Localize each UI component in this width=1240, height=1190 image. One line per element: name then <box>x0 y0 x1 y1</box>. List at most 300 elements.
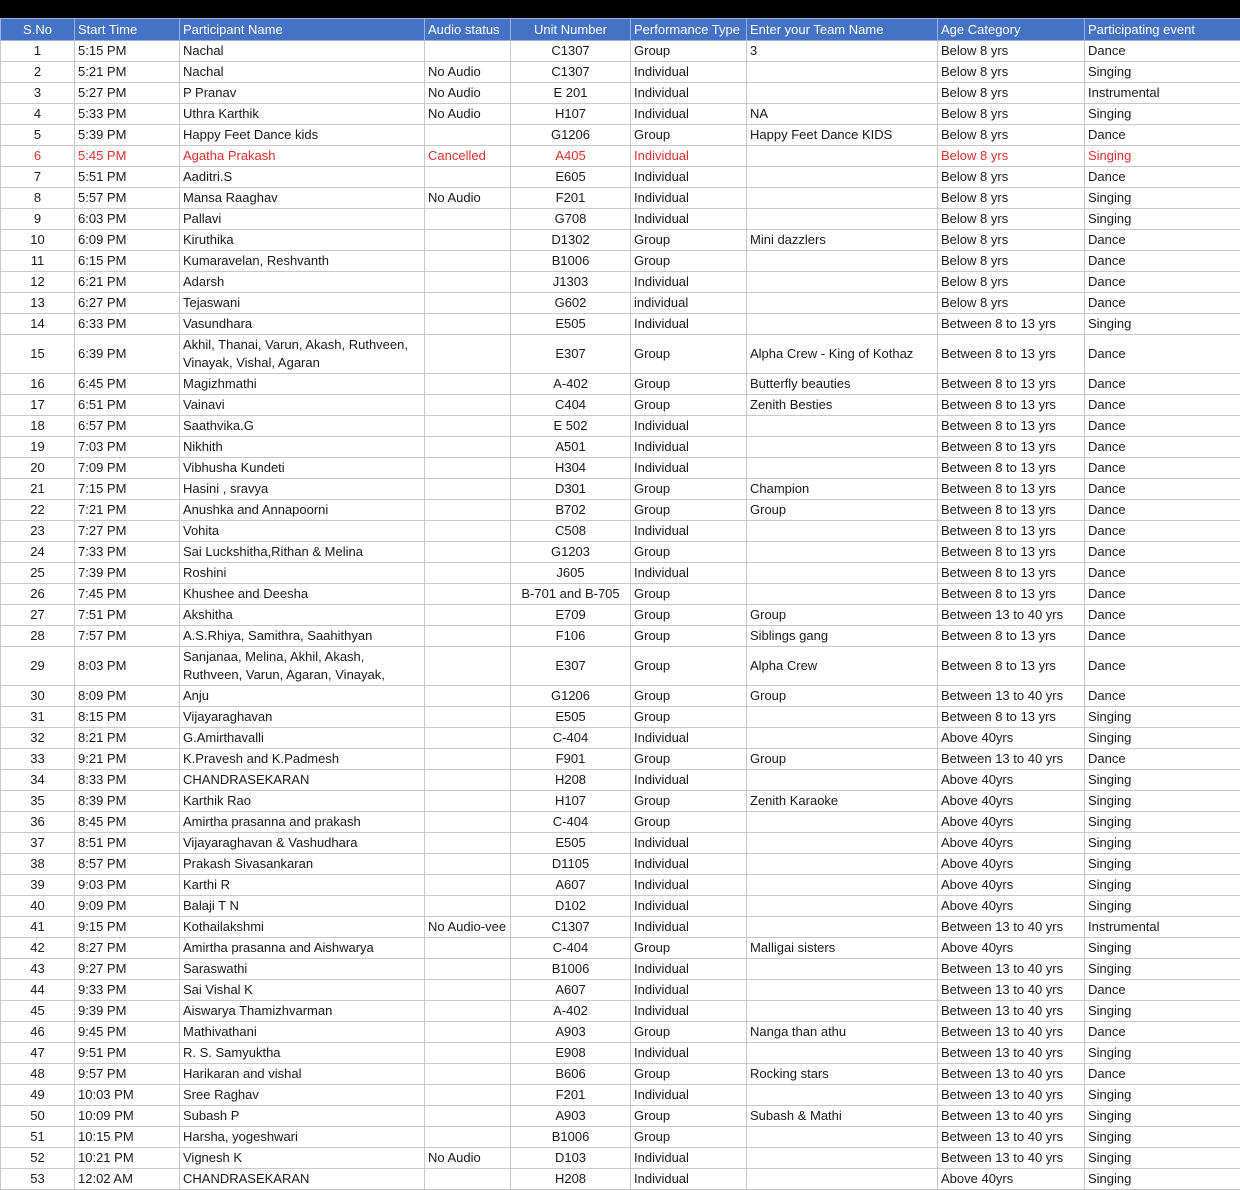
cell-sno[interactable]: 39 <box>1 875 75 896</box>
cell-unit-number[interactable]: H107 <box>511 791 631 812</box>
cell-performance-type[interactable]: Individual <box>631 209 747 230</box>
cell-unit-number[interactable]: H304 <box>511 458 631 479</box>
cell-participant-name[interactable]: Subash P <box>180 1106 425 1127</box>
cell-age-category[interactable]: Above 40yrs <box>938 1169 1085 1190</box>
cell-start-time[interactable]: 7:15 PM <box>75 479 180 500</box>
cell-participant-name[interactable]: Karthik Rao <box>180 791 425 812</box>
cell-participating-event[interactable]: Singing <box>1085 896 1240 917</box>
cell-audio-status[interactable]: No Audio <box>425 83 511 104</box>
cell-participant-name[interactable]: Amirtha prasanna and Aishwarya <box>180 938 425 959</box>
cell-sno[interactable]: 18 <box>1 416 75 437</box>
cell-age-category[interactable]: Above 40yrs <box>938 938 1085 959</box>
cell-unit-number[interactable]: E505 <box>511 833 631 854</box>
cell-unit-number[interactable]: D301 <box>511 479 631 500</box>
cell-unit-number[interactable]: G1206 <box>511 686 631 707</box>
cell-sno[interactable]: 14 <box>1 314 75 335</box>
cell-unit-number[interactable]: B1006 <box>511 251 631 272</box>
cell-participant-name[interactable]: P Pranav <box>180 83 425 104</box>
cell-team-name[interactable]: Mini dazzlers <box>747 230 938 251</box>
cell-participant-name[interactable]: Vignesh K <box>180 1148 425 1169</box>
cell-participating-event[interactable]: Dance <box>1085 647 1240 686</box>
cell-performance-type[interactable]: Individual <box>631 146 747 167</box>
cell-start-time[interactable]: 9:51 PM <box>75 1043 180 1064</box>
cell-participant-name[interactable]: Hasini , sravya <box>180 479 425 500</box>
cell-age-category[interactable]: Between 13 to 40 yrs <box>938 917 1085 938</box>
cell-unit-number[interactable]: G602 <box>511 293 631 314</box>
cell-start-time[interactable]: 8:09 PM <box>75 686 180 707</box>
cell-audio-status[interactable] <box>425 1085 511 1106</box>
cell-unit-number[interactable]: J1303 <box>511 272 631 293</box>
cell-start-time[interactable]: 5:15 PM <box>75 41 180 62</box>
cell-team-name[interactable] <box>747 1169 938 1190</box>
cell-team-name[interactable] <box>747 1148 938 1169</box>
cell-sno[interactable]: 4 <box>1 104 75 125</box>
cell-participant-name[interactable]: Vohita <box>180 521 425 542</box>
cell-sno[interactable]: 48 <box>1 1064 75 1085</box>
cell-audio-status[interactable] <box>425 563 511 584</box>
cell-performance-type[interactable]: Individual <box>631 917 747 938</box>
cell-participant-name[interactable]: Pallavi <box>180 209 425 230</box>
cell-team-name[interactable] <box>747 1127 938 1148</box>
cell-sno[interactable]: 16 <box>1 374 75 395</box>
cell-start-time[interactable]: 6:21 PM <box>75 272 180 293</box>
cell-age-category[interactable]: Below 8 yrs <box>938 167 1085 188</box>
cell-start-time[interactable]: 8:45 PM <box>75 812 180 833</box>
cell-performance-type[interactable]: Individual <box>631 833 747 854</box>
cell-performance-type[interactable]: Group <box>631 1127 747 1148</box>
cell-participating-event[interactable]: Singing <box>1085 104 1240 125</box>
cell-unit-number[interactable]: A903 <box>511 1106 631 1127</box>
cell-age-category[interactable]: Between 13 to 40 yrs <box>938 1148 1085 1169</box>
cell-performance-type[interactable]: Individual <box>631 1148 747 1169</box>
cell-performance-type[interactable]: Individual <box>631 1043 747 1064</box>
cell-participant-name[interactable]: Anju <box>180 686 425 707</box>
cell-start-time[interactable]: 5:27 PM <box>75 83 180 104</box>
cell-audio-status[interactable] <box>425 980 511 1001</box>
cell-participating-event[interactable]: Dance <box>1085 251 1240 272</box>
cell-age-category[interactable]: Between 13 to 40 yrs <box>938 686 1085 707</box>
cell-unit-number[interactable]: A405 <box>511 146 631 167</box>
header-start-time[interactable]: Start Time <box>75 19 180 41</box>
cell-unit-number[interactable]: C1307 <box>511 41 631 62</box>
cell-age-category[interactable]: Between 13 to 40 yrs <box>938 605 1085 626</box>
cell-performance-type[interactable]: Individual <box>631 1169 747 1190</box>
cell-age-category[interactable]: Above 40yrs <box>938 875 1085 896</box>
cell-audio-status[interactable] <box>425 812 511 833</box>
cell-unit-number[interactable]: F201 <box>511 1085 631 1106</box>
cell-unit-number[interactable]: E505 <box>511 707 631 728</box>
cell-sno[interactable]: 41 <box>1 917 75 938</box>
cell-sno[interactable]: 45 <box>1 1001 75 1022</box>
cell-start-time[interactable]: 6:51 PM <box>75 395 180 416</box>
cell-participant-name[interactable]: Akhil, Thanai, Varun, Akash, Ruthveen, Vinayak, Vishal, Agaran <box>180 335 425 374</box>
cell-sno[interactable]: 42 <box>1 938 75 959</box>
cell-participating-event[interactable]: Dance <box>1085 293 1240 314</box>
cell-age-category[interactable]: Below 8 yrs <box>938 293 1085 314</box>
cell-audio-status[interactable] <box>425 749 511 770</box>
cell-team-name[interactable]: Group <box>747 749 938 770</box>
cell-age-category[interactable]: Between 8 to 13 yrs <box>938 563 1085 584</box>
cell-performance-type[interactable]: Individual <box>631 416 747 437</box>
cell-participant-name[interactable]: Agatha Prakash <box>180 146 425 167</box>
cell-sno[interactable]: 5 <box>1 125 75 146</box>
cell-audio-status[interactable] <box>425 293 511 314</box>
cell-team-name[interactable]: Alpha Crew - King of Kothaz <box>747 335 938 374</box>
cell-team-name[interactable]: Champion <box>747 479 938 500</box>
cell-age-category[interactable]: Between 13 to 40 yrs <box>938 1043 1085 1064</box>
cell-sno[interactable]: 37 <box>1 833 75 854</box>
cell-start-time[interactable]: 5:45 PM <box>75 146 180 167</box>
cell-unit-number[interactable]: E307 <box>511 647 631 686</box>
cell-audio-status[interactable]: No Audio <box>425 188 511 209</box>
cell-start-time[interactable]: 7:33 PM <box>75 542 180 563</box>
cell-participant-name[interactable]: Uthra Karthik <box>180 104 425 125</box>
cell-team-name[interactable] <box>747 1043 938 1064</box>
cell-audio-status[interactable] <box>425 1127 511 1148</box>
cell-sno[interactable]: 25 <box>1 563 75 584</box>
cell-start-time[interactable]: 7:39 PM <box>75 563 180 584</box>
cell-age-category[interactable]: Above 40yrs <box>938 770 1085 791</box>
cell-start-time[interactable]: 9:03 PM <box>75 875 180 896</box>
cell-start-time[interactable]: 7:51 PM <box>75 605 180 626</box>
cell-unit-number[interactable]: F201 <box>511 188 631 209</box>
cell-participating-event[interactable]: Singing <box>1085 1001 1240 1022</box>
cell-unit-number[interactable]: E908 <box>511 1043 631 1064</box>
cell-performance-type[interactable]: Group <box>631 374 747 395</box>
cell-unit-number[interactable]: A607 <box>511 980 631 1001</box>
cell-age-category[interactable]: Between 8 to 13 yrs <box>938 395 1085 416</box>
cell-audio-status[interactable] <box>425 686 511 707</box>
cell-start-time[interactable]: 9:39 PM <box>75 1001 180 1022</box>
cell-audio-status[interactable] <box>425 335 511 374</box>
cell-audio-status[interactable] <box>425 728 511 749</box>
cell-participating-event[interactable]: Dance <box>1085 272 1240 293</box>
cell-unit-number[interactable]: A903 <box>511 1022 631 1043</box>
cell-start-time[interactable]: 5:57 PM <box>75 188 180 209</box>
cell-age-category[interactable]: Between 13 to 40 yrs <box>938 1064 1085 1085</box>
cell-performance-type[interactable]: Group <box>631 791 747 812</box>
cell-team-name[interactable] <box>747 167 938 188</box>
cell-participating-event[interactable]: Singing <box>1085 728 1240 749</box>
cell-performance-type[interactable]: Group <box>631 749 747 770</box>
cell-participant-name[interactable]: Aiswarya Thamizhvarman <box>180 1001 425 1022</box>
cell-age-category[interactable]: Between 8 to 13 yrs <box>938 479 1085 500</box>
cell-performance-type[interactable]: Individual <box>631 437 747 458</box>
cell-sno[interactable]: 2 <box>1 62 75 83</box>
cell-participating-event[interactable]: Singing <box>1085 188 1240 209</box>
header-team-name[interactable]: Enter your Team Name <box>747 19 938 41</box>
cell-unit-number[interactable]: A607 <box>511 875 631 896</box>
cell-participating-event[interactable]: Singing <box>1085 1169 1240 1190</box>
cell-participant-name[interactable]: Harikaran and vishal <box>180 1064 425 1085</box>
cell-age-category[interactable]: Between 8 to 13 yrs <box>938 626 1085 647</box>
cell-performance-type[interactable]: Group <box>631 626 747 647</box>
cell-age-category[interactable]: Below 8 yrs <box>938 62 1085 83</box>
cell-team-name[interactable] <box>747 728 938 749</box>
cell-age-category[interactable]: Below 8 yrs <box>938 104 1085 125</box>
cell-start-time[interactable]: 8:03 PM <box>75 647 180 686</box>
cell-participating-event[interactable]: Dance <box>1085 563 1240 584</box>
cell-performance-type[interactable]: Individual <box>631 188 747 209</box>
cell-unit-number[interactable]: A-402 <box>511 374 631 395</box>
cell-performance-type[interactable]: Individual <box>631 875 747 896</box>
cell-audio-status[interactable] <box>425 167 511 188</box>
header-sno[interactable]: S.No <box>1 19 75 41</box>
cell-participating-event[interactable]: Singing <box>1085 1043 1240 1064</box>
cell-participant-name[interactable]: Khushee and Deesha <box>180 584 425 605</box>
cell-start-time[interactable]: 9:33 PM <box>75 980 180 1001</box>
cell-audio-status[interactable] <box>425 416 511 437</box>
cell-sno[interactable]: 19 <box>1 437 75 458</box>
cell-participating-event[interactable]: Dance <box>1085 749 1240 770</box>
cell-performance-type[interactable]: Individual <box>631 1085 747 1106</box>
cell-age-category[interactable]: Between 8 to 13 yrs <box>938 458 1085 479</box>
cell-performance-type[interactable]: Group <box>631 500 747 521</box>
cell-audio-status[interactable] <box>425 479 511 500</box>
cell-sno[interactable]: 10 <box>1 230 75 251</box>
cell-age-category[interactable]: Below 8 yrs <box>938 272 1085 293</box>
cell-unit-number[interactable]: H208 <box>511 770 631 791</box>
cell-team-name[interactable] <box>747 437 938 458</box>
header-audio-status[interactable]: Audio status <box>425 19 511 41</box>
cell-performance-type[interactable]: Group <box>631 479 747 500</box>
cell-performance-type[interactable]: Individual <box>631 314 747 335</box>
cell-participating-event[interactable]: Singing <box>1085 791 1240 812</box>
cell-participating-event[interactable]: Singing <box>1085 770 1240 791</box>
cell-audio-status[interactable] <box>425 314 511 335</box>
cell-start-time[interactable]: 9:57 PM <box>75 1064 180 1085</box>
cell-participant-name[interactable]: Balaji T N <box>180 896 425 917</box>
cell-participating-event[interactable]: Dance <box>1085 41 1240 62</box>
cell-participant-name[interactable]: Anushka and Annapoorni <box>180 500 425 521</box>
cell-performance-type[interactable]: Individual <box>631 272 747 293</box>
cell-start-time[interactable]: 10:21 PM <box>75 1148 180 1169</box>
cell-participant-name[interactable]: Mansa Raaghav <box>180 188 425 209</box>
header-participant-name[interactable]: Participant Name <box>180 19 425 41</box>
cell-participating-event[interactable]: Dance <box>1085 479 1240 500</box>
cell-team-name[interactable]: Malligai sisters <box>747 938 938 959</box>
cell-team-name[interactable]: Group <box>747 686 938 707</box>
cell-performance-type[interactable]: Individual <box>631 896 747 917</box>
cell-audio-status[interactable] <box>425 1106 511 1127</box>
cell-unit-number[interactable]: E709 <box>511 605 631 626</box>
cell-participating-event[interactable]: Dance <box>1085 1064 1240 1085</box>
cell-performance-type[interactable]: Individual <box>631 980 747 1001</box>
cell-sno[interactable]: 1 <box>1 41 75 62</box>
cell-audio-status[interactable] <box>425 1001 511 1022</box>
cell-participating-event[interactable]: Dance <box>1085 374 1240 395</box>
cell-performance-type[interactable]: Group <box>631 542 747 563</box>
cell-sno[interactable]: 30 <box>1 686 75 707</box>
cell-audio-status[interactable] <box>425 707 511 728</box>
cell-audio-status[interactable] <box>425 521 511 542</box>
cell-audio-status[interactable] <box>425 374 511 395</box>
cell-sno[interactable]: 21 <box>1 479 75 500</box>
cell-team-name[interactable] <box>747 917 938 938</box>
cell-sno[interactable]: 23 <box>1 521 75 542</box>
cell-participating-event[interactable]: Dance <box>1085 605 1240 626</box>
cell-audio-status[interactable] <box>425 209 511 230</box>
cell-participating-event[interactable]: Singing <box>1085 1085 1240 1106</box>
cell-audio-status[interactable] <box>425 626 511 647</box>
cell-audio-status[interactable] <box>425 125 511 146</box>
cell-sno[interactable]: 28 <box>1 626 75 647</box>
cell-unit-number[interactable]: D1302 <box>511 230 631 251</box>
cell-audio-status[interactable]: No Audio-vee <box>425 917 511 938</box>
cell-team-name[interactable] <box>747 875 938 896</box>
cell-sno[interactable]: 9 <box>1 209 75 230</box>
cell-age-category[interactable]: Between 8 to 13 yrs <box>938 335 1085 374</box>
cell-participant-name[interactable]: Vijayaraghavan <box>180 707 425 728</box>
cell-performance-type[interactable]: Individual <box>631 728 747 749</box>
cell-participant-name[interactable]: Vijayaraghavan & Vashudhara <box>180 833 425 854</box>
cell-team-name[interactable]: Happy Feet Dance KIDS <box>747 125 938 146</box>
cell-sno[interactable]: 13 <box>1 293 75 314</box>
cell-performance-type[interactable]: Individual <box>631 959 747 980</box>
cell-audio-status[interactable] <box>425 272 511 293</box>
cell-unit-number[interactable]: C508 <box>511 521 631 542</box>
cell-audio-status[interactable] <box>425 395 511 416</box>
cell-participant-name[interactable]: R. S. Samyuktha <box>180 1043 425 1064</box>
cell-team-name[interactable] <box>747 854 938 875</box>
cell-team-name[interactable]: NA <box>747 104 938 125</box>
cell-age-category[interactable]: Between 8 to 13 yrs <box>938 416 1085 437</box>
cell-team-name[interactable] <box>747 62 938 83</box>
cell-audio-status[interactable] <box>425 647 511 686</box>
cell-participant-name[interactable]: Saathvika.G <box>180 416 425 437</box>
cell-unit-number[interactable]: A501 <box>511 437 631 458</box>
cell-age-category[interactable]: Below 8 yrs <box>938 83 1085 104</box>
cell-start-time[interactable]: 7:57 PM <box>75 626 180 647</box>
cell-participating-event[interactable]: Singing <box>1085 959 1240 980</box>
cell-participant-name[interactable]: Nachal <box>180 62 425 83</box>
cell-unit-number[interactable]: F106 <box>511 626 631 647</box>
cell-unit-number[interactable]: C-404 <box>511 938 631 959</box>
cell-age-category[interactable]: Between 13 to 40 yrs <box>938 749 1085 770</box>
cell-age-category[interactable]: Below 8 yrs <box>938 230 1085 251</box>
cell-participating-event[interactable]: Dance <box>1085 167 1240 188</box>
cell-participant-name[interactable]: Kiruthika <box>180 230 425 251</box>
cell-performance-type[interactable]: Individual <box>631 104 747 125</box>
cell-performance-type[interactable]: Group <box>631 41 747 62</box>
cell-team-name[interactable] <box>747 314 938 335</box>
cell-sno[interactable]: 50 <box>1 1106 75 1127</box>
cell-team-name[interactable] <box>747 542 938 563</box>
cell-participant-name[interactable]: G.Amirthavalli <box>180 728 425 749</box>
cell-unit-number[interactable]: B1006 <box>511 1127 631 1148</box>
cell-team-name[interactable] <box>747 770 938 791</box>
cell-team-name[interactable]: Zenith Besties <box>747 395 938 416</box>
cell-team-name[interactable] <box>747 1001 938 1022</box>
cell-sno[interactable]: 31 <box>1 707 75 728</box>
cell-team-name[interactable] <box>747 83 938 104</box>
cell-team-name[interactable]: Nanga than athu <box>747 1022 938 1043</box>
cell-age-category[interactable]: Between 8 to 13 yrs <box>938 374 1085 395</box>
cell-team-name[interactable] <box>747 707 938 728</box>
cell-start-time[interactable]: 10:15 PM <box>75 1127 180 1148</box>
cell-start-time[interactable]: 12:02 AM <box>75 1169 180 1190</box>
cell-start-time[interactable]: 6:03 PM <box>75 209 180 230</box>
cell-participating-event[interactable]: Dance <box>1085 335 1240 374</box>
cell-unit-number[interactable]: B702 <box>511 500 631 521</box>
cell-participating-event[interactable]: Dance <box>1085 125 1240 146</box>
header-age-category[interactable]: Age Category <box>938 19 1085 41</box>
cell-age-category[interactable]: Between 8 to 13 yrs <box>938 542 1085 563</box>
cell-performance-type[interactable]: Group <box>631 605 747 626</box>
cell-audio-status[interactable] <box>425 605 511 626</box>
cell-participant-name[interactable]: Aaditri.S <box>180 167 425 188</box>
cell-unit-number[interactable]: C-404 <box>511 728 631 749</box>
cell-start-time[interactable]: 8:57 PM <box>75 854 180 875</box>
cell-start-time[interactable]: 5:33 PM <box>75 104 180 125</box>
cell-participant-name[interactable]: Kumaravelan, Reshvanth <box>180 251 425 272</box>
cell-participant-name[interactable]: Tejaswani <box>180 293 425 314</box>
cell-participating-event[interactable]: Dance <box>1085 416 1240 437</box>
cell-performance-type[interactable]: Group <box>631 251 747 272</box>
cell-audio-status[interactable] <box>425 500 511 521</box>
cell-sno[interactable]: 49 <box>1 1085 75 1106</box>
cell-age-category[interactable]: Below 8 yrs <box>938 251 1085 272</box>
cell-age-category[interactable]: Between 13 to 40 yrs <box>938 959 1085 980</box>
cell-participating-event[interactable]: Dance <box>1085 584 1240 605</box>
cell-start-time[interactable]: 6:15 PM <box>75 251 180 272</box>
cell-participant-name[interactable]: Nikhith <box>180 437 425 458</box>
cell-unit-number[interactable]: E505 <box>511 314 631 335</box>
cell-start-time[interactable]: 8:27 PM <box>75 938 180 959</box>
cell-performance-type[interactable]: Individual <box>631 770 747 791</box>
cell-team-name[interactable]: Group <box>747 605 938 626</box>
cell-start-time[interactable]: 6:33 PM <box>75 314 180 335</box>
cell-start-time[interactable]: 10:03 PM <box>75 1085 180 1106</box>
cell-age-category[interactable]: Below 8 yrs <box>938 188 1085 209</box>
cell-participating-event[interactable]: Instrumental <box>1085 917 1240 938</box>
cell-start-time[interactable]: 9:27 PM <box>75 959 180 980</box>
cell-team-name[interactable] <box>747 458 938 479</box>
cell-team-name[interactable] <box>747 959 938 980</box>
cell-audio-status[interactable] <box>425 41 511 62</box>
cell-performance-type[interactable]: Individual <box>631 458 747 479</box>
cell-age-category[interactable]: Between 8 to 13 yrs <box>938 584 1085 605</box>
cell-performance-type[interactable]: Individual <box>631 83 747 104</box>
cell-unit-number[interactable]: G1203 <box>511 542 631 563</box>
cell-audio-status[interactable] <box>425 1043 511 1064</box>
cell-participant-name[interactable]: Prakash Sivasankaran <box>180 854 425 875</box>
cell-start-time[interactable]: 6:57 PM <box>75 416 180 437</box>
cell-team-name[interactable]: 3 <box>747 41 938 62</box>
cell-start-time[interactable]: 8:15 PM <box>75 707 180 728</box>
cell-age-category[interactable]: Below 8 yrs <box>938 41 1085 62</box>
cell-performance-type[interactable]: Group <box>631 812 747 833</box>
cell-unit-number[interactable]: B-701 and B-705 <box>511 584 631 605</box>
cell-participating-event[interactable]: Dance <box>1085 626 1240 647</box>
cell-performance-type[interactable]: individual <box>631 293 747 314</box>
cell-team-name[interactable] <box>747 980 938 1001</box>
cell-participating-event[interactable]: Dance <box>1085 1022 1240 1043</box>
cell-sno[interactable]: 20 <box>1 458 75 479</box>
cell-team-name[interactable]: Alpha Crew <box>747 647 938 686</box>
cell-performance-type[interactable]: Individual <box>631 1001 747 1022</box>
cell-participant-name[interactable]: Sree Raghav <box>180 1085 425 1106</box>
cell-sno[interactable]: 52 <box>1 1148 75 1169</box>
cell-participant-name[interactable]: Sai Luckshitha,Rithan & Melina <box>180 542 425 563</box>
cell-performance-type[interactable]: Group <box>631 1022 747 1043</box>
cell-audio-status[interactable] <box>425 875 511 896</box>
cell-participating-event[interactable]: Singing <box>1085 1106 1240 1127</box>
cell-audio-status[interactable] <box>425 1022 511 1043</box>
cell-participant-name[interactable]: Magizhmathi <box>180 374 425 395</box>
cell-participating-event[interactable]: Singing <box>1085 62 1240 83</box>
cell-participating-event[interactable]: Dance <box>1085 230 1240 251</box>
